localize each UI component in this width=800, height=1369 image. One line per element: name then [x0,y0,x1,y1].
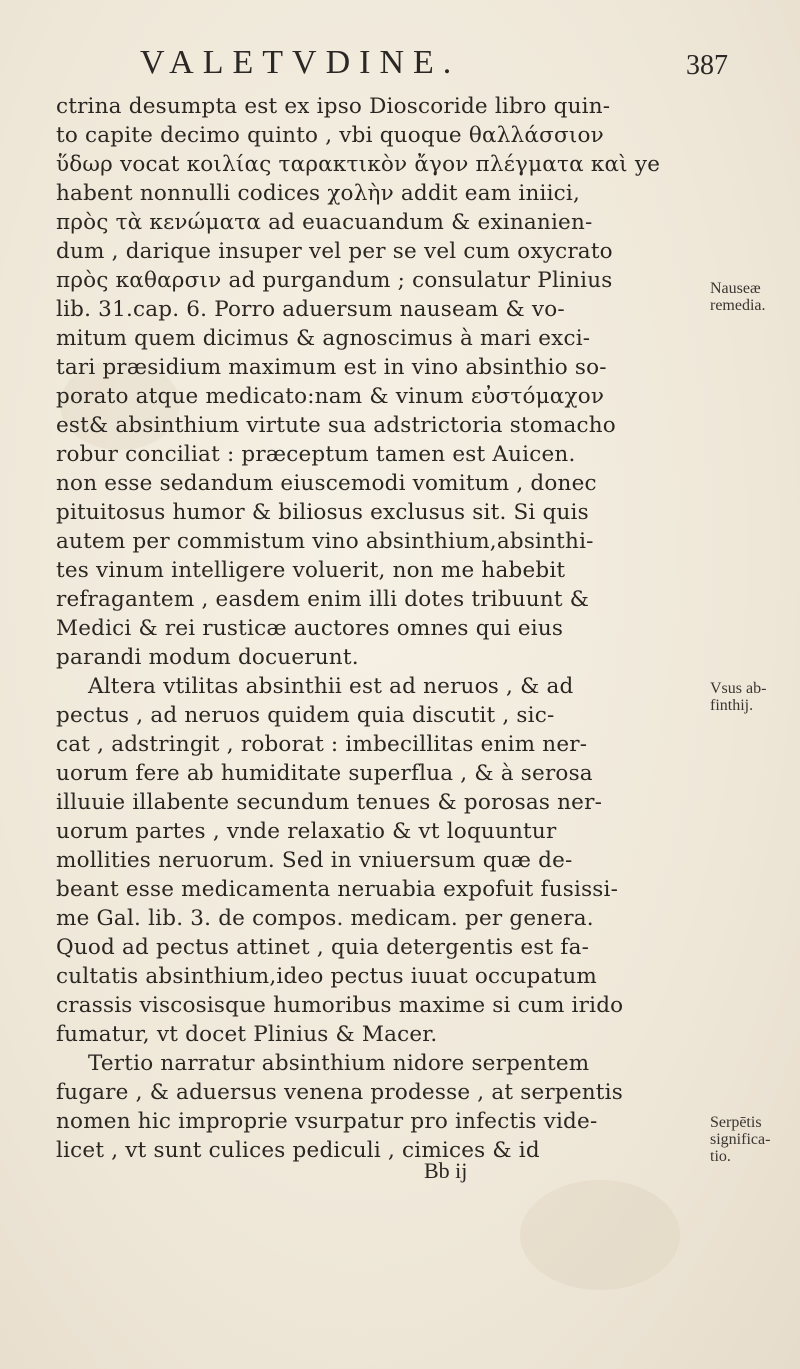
margin-note-nausea [710,280,796,314]
text-line: Quod ad pectus attinet , quia detergentis est fa- [56,935,590,960]
text-line: pituitosus humor & biliosus exclusus sit. Si quis [56,500,589,525]
signature-mark: Bb ij [424,1158,468,1183]
text-line: Medici & rei rusticæ auctores omnes qui eius [56,616,564,641]
text-line: cultatis absinthium,ideo pectus iuuat occupatum [56,964,597,989]
text-line: non esse sedandum eiuscemodi vomitum , donec [56,471,597,496]
margin-note-line: remedia. [710,297,766,314]
text-line: cat , adstringit , roborat : imbecillitas enim ner- [56,732,588,757]
text-line: πρὸς καθαρσιν ad purgandum ; consulatur Plinius [56,268,613,293]
page-number: 387 [686,50,728,81]
text-line: tari præsidium maximum est in vino absinthio so- [56,355,607,380]
text-line: mitum quem dicimus & agnoscimus à mari exci- [56,326,591,351]
margin-note-line: tio. [710,1148,731,1165]
paper-stain [520,1180,680,1290]
margin-note-line: significa- [710,1131,771,1148]
text-line: nomen hic improprie vsurpatur pro infectis vide- [56,1109,598,1134]
text-line: refragantem , easdem enim illi dotes tribuunt & [56,587,590,612]
text-line: autem per commistum vino absinthium,absinthi- [56,529,594,554]
text-line: crassis viscosisque humoribus maxime si cum irido [56,993,624,1018]
text-line: ὕδωρ vocat κοιλίας ταρακτικὸν ἄγον πλέγματα καὶ ye [56,152,661,177]
text-line: parandi modum docuerunt. [56,645,359,670]
text-line: ctrina desumpta est ex ipso Dioscoride libro quin- [56,94,611,119]
text-line: Tertio narratur absinthium nidore serpentem [88,1051,590,1076]
text-line: tes vinum intelligere voluerit, non me habebit [56,558,566,583]
main-text [56,92,706,1165]
text-line: porato atque medicato:nam & vinum εὐστόμαχον [56,384,605,409]
text-line: me Gal. lib. 3. de compos. medicam. per genera. [56,906,594,931]
margin-note-line: Vsus ab- [710,680,767,697]
margin-note-line: Nauseæ [710,280,761,297]
text-line: illuuie illabente secundum tenues & porosas ner- [56,790,603,815]
margin-note-usus [710,680,796,714]
text-line: fumatur, vt docet Plinius & Macer. [56,1022,438,1047]
text-line: beant esse medicamenta neruabia expofuit fusissi- [56,877,619,902]
text-line: Altera vtilitas absinthii est ad neruos , & ad [88,674,574,699]
text-line: habent nonnulli codices χολὴν addit eam iniici, [56,181,580,206]
text-line: mollities neruorum. Sed in vniuersum quæ de- [56,848,573,873]
text-line: pectus , ad neruos quidem quia discutit , sic- [56,703,555,728]
text-line: πρὸς τὰ κενώματα ad euacuandum & exinanien- [56,210,593,235]
text-line: est& absinthium virtute sua adstrictoria stomacho [56,413,616,438]
text-line: lib. 31.cap. 6. Porro aduersum nauseam & vo- [56,297,565,322]
margin-note-serpentis [710,1114,796,1165]
margin-note-line: finthij. [710,697,754,714]
text-line: uorum fere ab humiditate superflua , & à serosa [56,761,593,786]
text-line: dum , darique insuper vel per se vel cum oxycrato [56,239,613,264]
margin-note-line: Serpētis [710,1114,762,1131]
running-title: VALETVDINE. [140,44,461,81]
text-line: to capite decimo quinto , vbi quoque θαλλάσσιον [56,123,604,148]
text-line: licet , vt sunt culices pediculi , cimices & id [56,1138,540,1163]
text-line: fugare , & aduersus venena prodesse , at serpentis [56,1080,623,1105]
running-head [140,44,760,92]
text-line: robur conciliat : præceptum tamen est Auicen. [56,442,576,467]
text-line: uorum partes , vnde relaxatio & vt loquuntur [56,819,557,844]
